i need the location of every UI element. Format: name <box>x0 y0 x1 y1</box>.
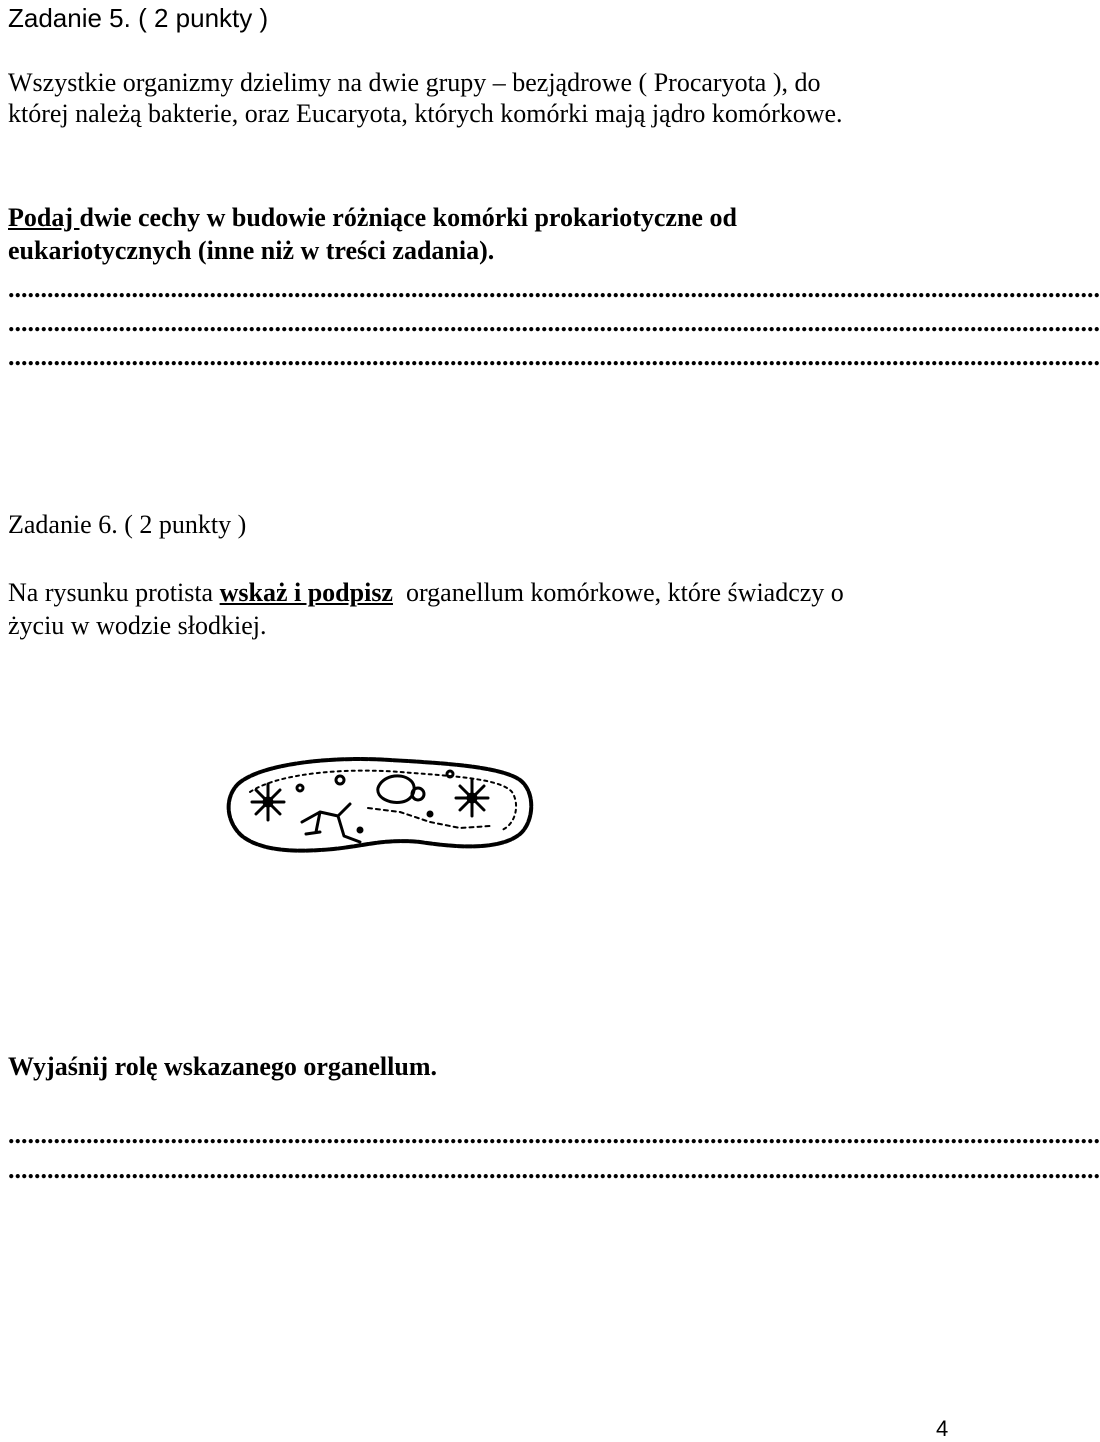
task6-question: Wyjaśnij rolę wskazanego organellum. <box>8 1052 437 1081</box>
task5-question-line1 <box>8 203 737 233</box>
task5-question-line2: eukariotycznych (inne niż w treści zadania). <box>8 236 495 265</box>
task6-line1 <box>8 578 844 608</box>
task6-underlined-instruction: wskaż i podpisz <box>219 578 393 607</box>
answer-line[interactable]: ........................................................................................................................................................................ <box>8 308 1100 337</box>
answer-line[interactable]: ........................................................................................................................................................................ <box>8 1120 1100 1149</box>
task5-intro-line1: Wszystkie organizmy dzielimy na dwie grupy – bezjądrowe ( Procaryota ), do <box>8 68 821 97</box>
protist-drawing-icon <box>220 752 540 862</box>
task5-intro-line2: której należą bakterie, oraz Eucaryota, których komórki mają jądro komórkowe. <box>8 99 843 128</box>
page-number: 4 <box>936 1416 949 1441</box>
answer-line[interactable]: ........................................................................................................................................................................ <box>8 1155 1100 1184</box>
answer-line[interactable]: ........................................................................................................................................................................ <box>8 274 1100 303</box>
task6-line1-end: organellum komórkowe, które świadczy o <box>392 578 844 607</box>
task6-line2: życiu w wodzie słodkiej. <box>8 611 267 640</box>
task5-question-underlined: Podaj <box>8 203 80 232</box>
task5-title: Zadanie 5. ( 2 punkty ) <box>8 3 269 33</box>
task5-question-rest: dwie cechy w budowie różniące komórki prokariotyczne od <box>79 203 737 232</box>
task6-line1-start: Na rysunku protista <box>8 578 220 607</box>
answer-line[interactable]: ........................................................................................................................................................................ <box>8 342 1100 371</box>
task6-title: Zadanie 6. ( 2 punkty ) <box>8 510 247 539</box>
